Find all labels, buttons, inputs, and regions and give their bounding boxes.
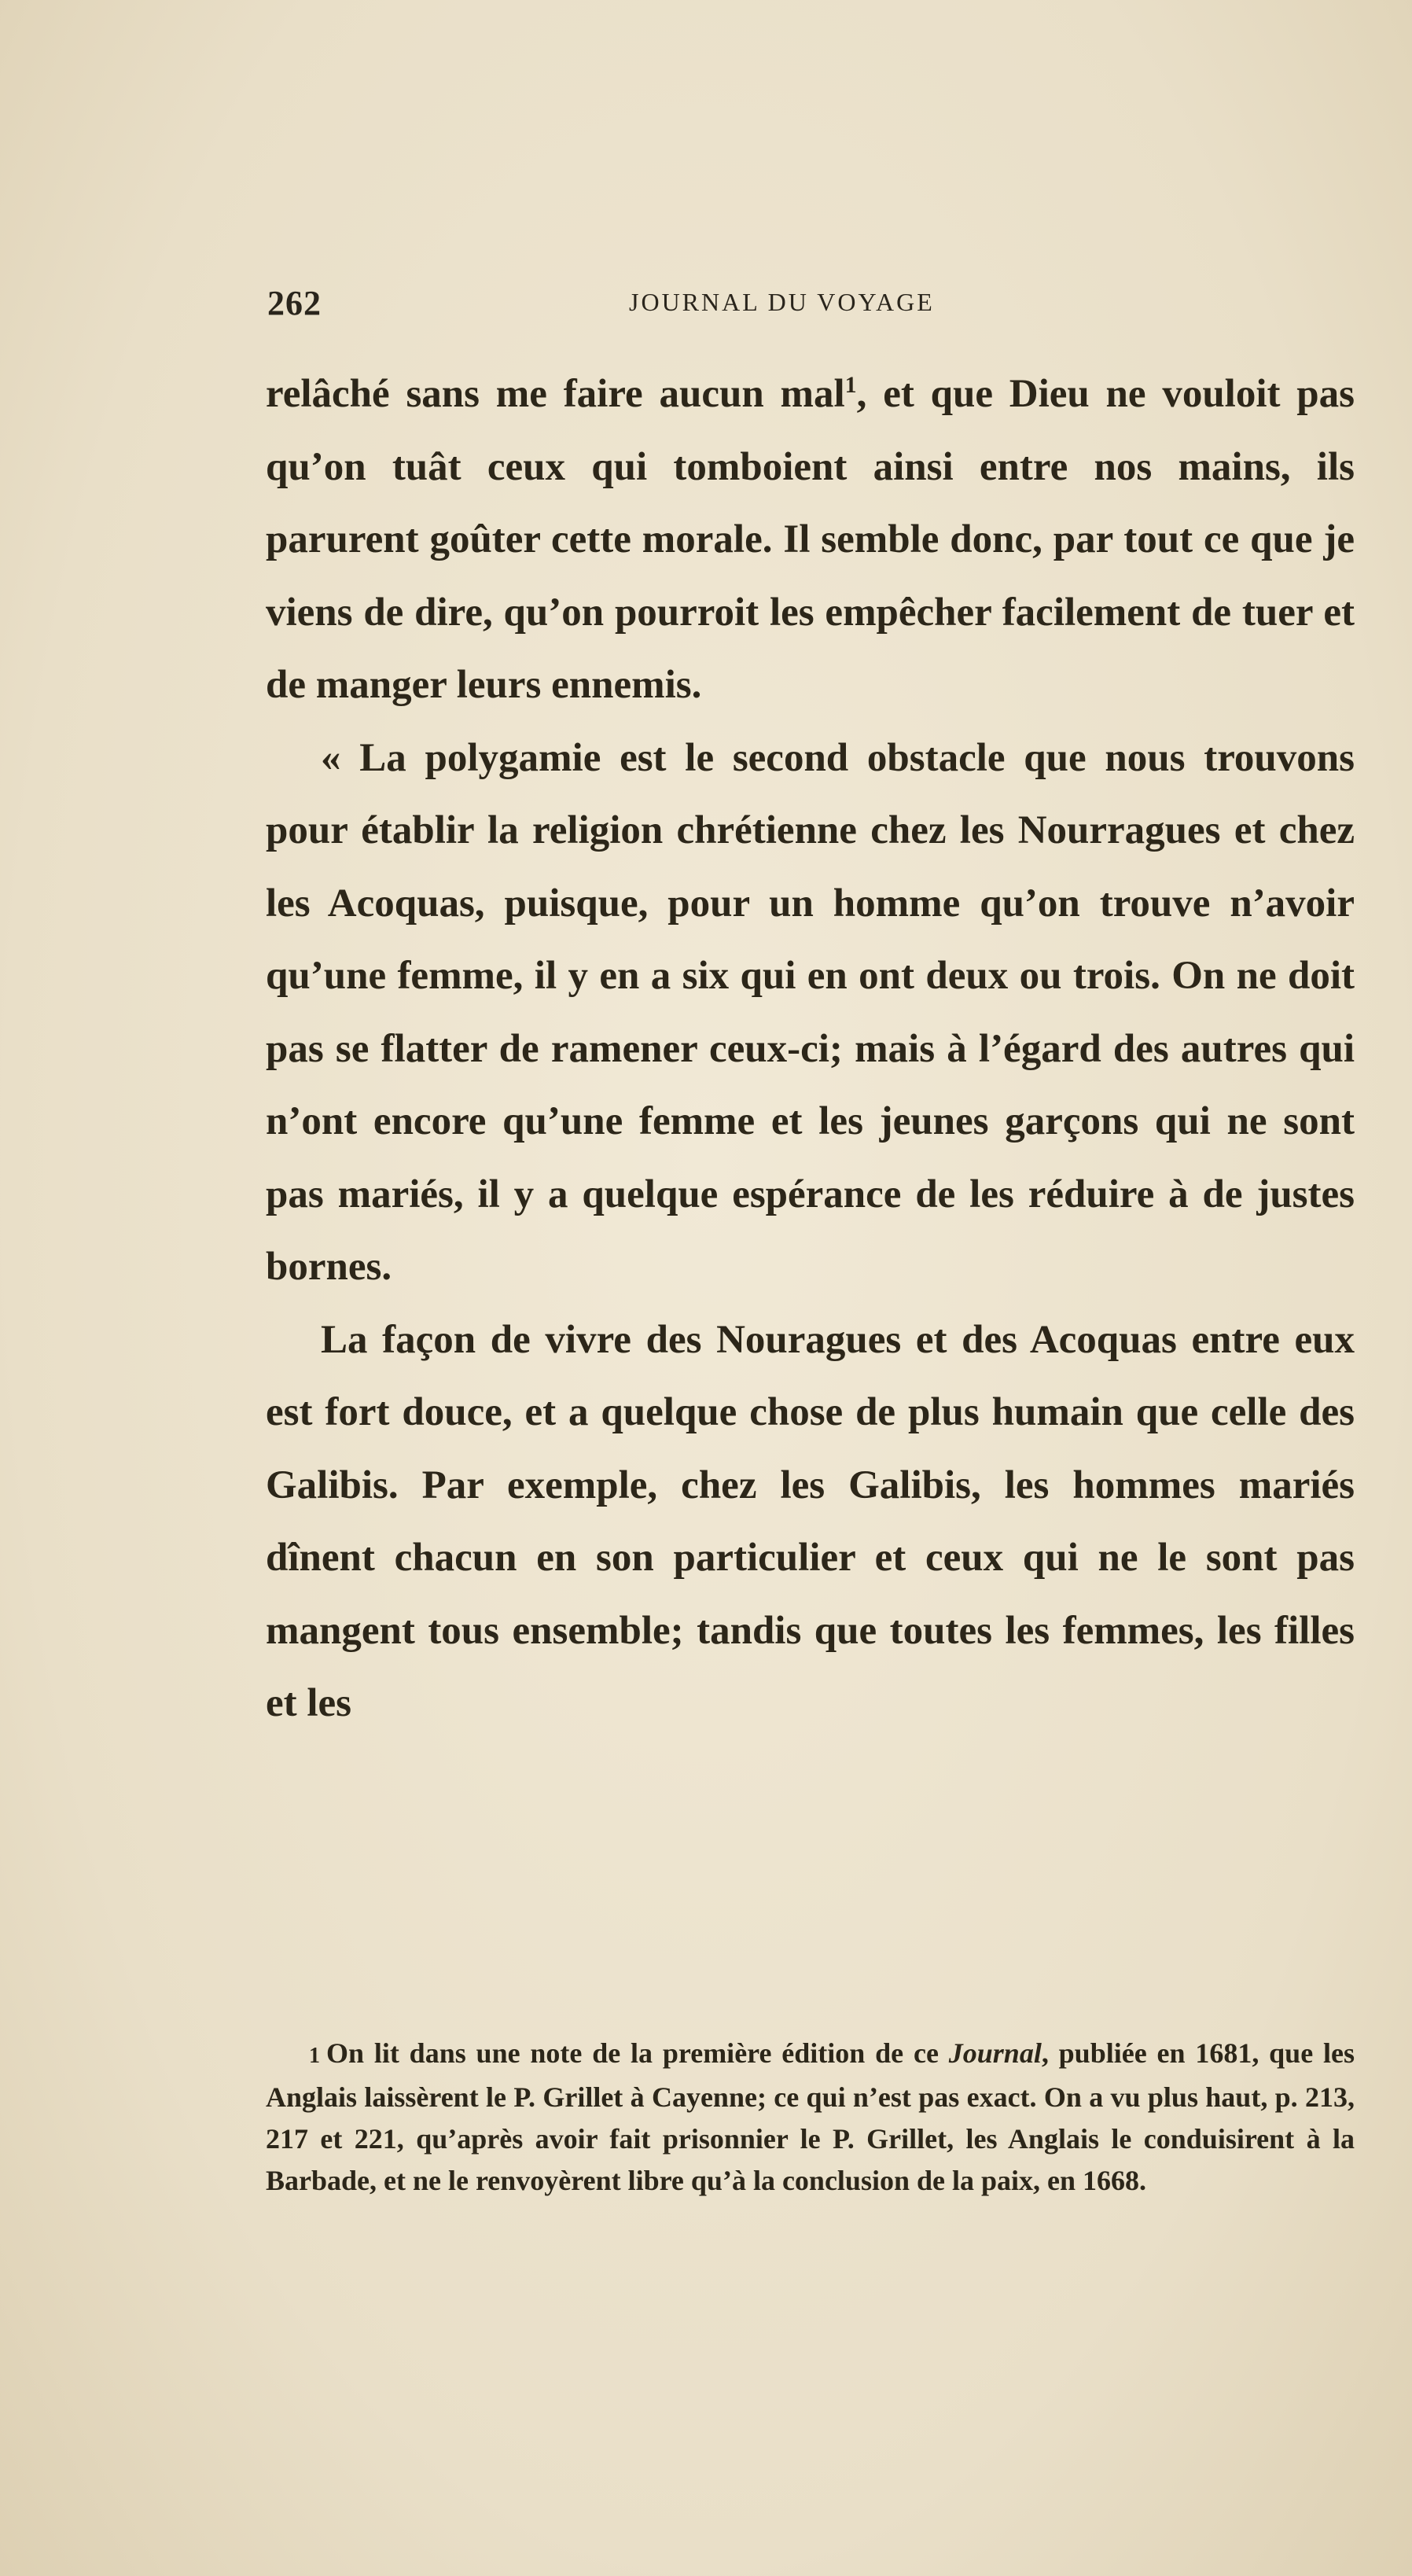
paragraph-1-start: relâché sans me faire aucun mal	[266, 372, 845, 416]
footnote-marker: 1	[309, 2044, 320, 2068]
page-number: 262	[267, 284, 322, 322]
footnote-text-rest: , publiée en 1681, que les Anglais laissèrent le P. Grillet à Cayenne; ce qui n’est pas exact. On a vu plus haut, p. 213, 217 et 221, qu’après avoir fait prisonnier le P. Grillet, les Anglais le conduisirent à la Barbade, et ne le renvoyèrent libre qu’à la conclusion de la paix, en 1668.	[266, 2037, 1355, 2196]
footnote-title-italic: Journal	[948, 2037, 1042, 2069]
running-head: JOURNAL DU VOYAGE	[629, 288, 935, 316]
paragraph-1-rest: , et que Dieu ne vouloit pas qu’on tuât ceux qui tomboient ainsi entre nos mains, ils parurent goûter cette morale. Il semble donc, par tout ce que je viens de dire, qu’on pourroit les empêcher facilement de tuer et de manger leurs ennemis.	[266, 372, 1355, 707]
footnote-1	[266, 2033, 1355, 2202]
body-text	[266, 358, 1355, 1740]
footnote-text-start: On lit dans une note de la première édition de ce	[326, 2037, 949, 2069]
paragraph-1	[266, 358, 1355, 722]
paragraph-3: La façon de vivre des Nouragues et des Acoquas entre eux est fort douce, et a quelque chose de plus humain que celle des Galibis. Par exemple, chez les Galibis, les hommes mariés dînent chacun en son particulier et ceux qui ne le sont pas mangent tous ensemble; tandis que toutes les femmes, les filles et les	[266, 1317, 1355, 1725]
footnotes	[266, 2033, 1355, 2202]
page-header	[267, 283, 1352, 330]
paragraph-2: « La polygamie est le second obstacle que nous trouvons pour établir la religion chrétienne chez les Nourragues et chez les Acoquas, puisque, pour un homme qu’on trouve n’avoir qu’une femme, il y en a six qui en ont deux ou trois. On ne doit pas se flatter de ramener ceux-ci; mais à l’égard des autres qui n’ont encore qu’une femme et les jeunes garçons qui ne sont pas mariés, il y a quelque espérance de les réduire à de justes bornes.	[266, 735, 1355, 1289]
footnote-reference: 1	[844, 372, 857, 398]
